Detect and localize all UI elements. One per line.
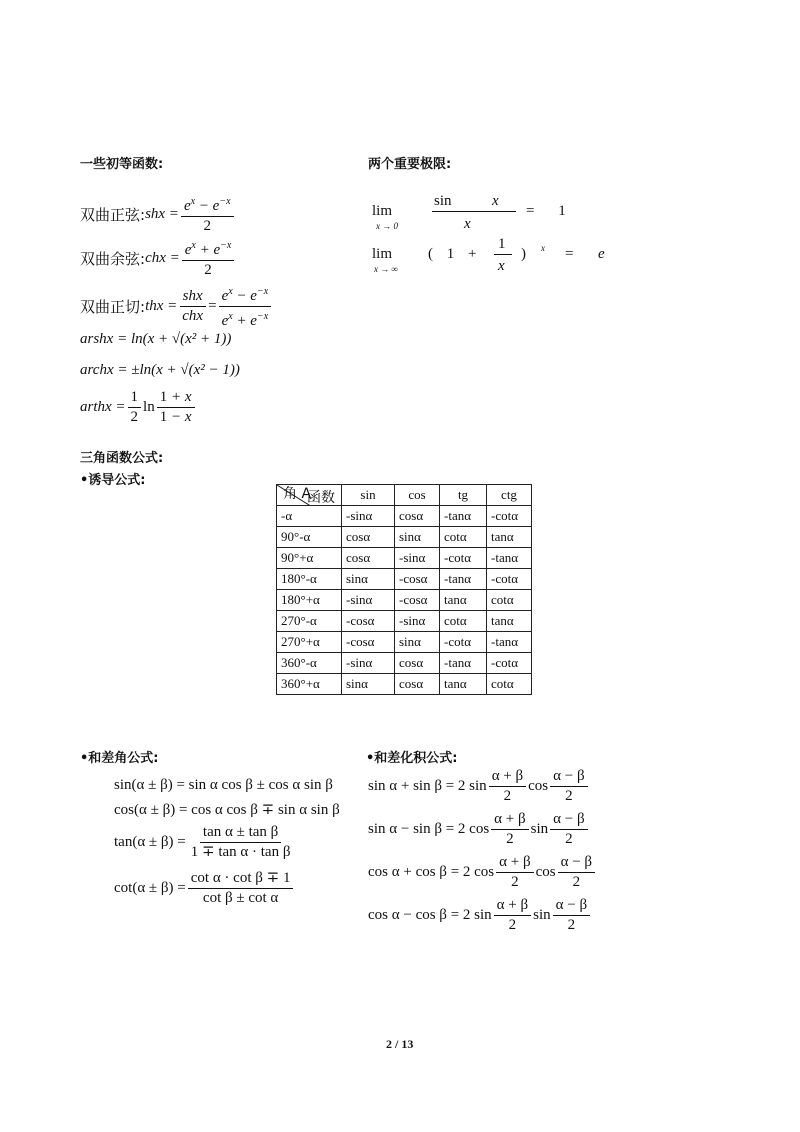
value-cell: -cotα <box>440 548 487 569</box>
value-cell: tanα <box>440 590 487 611</box>
value-cell: -cotα <box>440 632 487 653</box>
page-number: 2 / 13 <box>386 1037 414 1051</box>
stp1-frac-a: $\frac{\alpha + \beta}{2}$ <box>489 768 526 805</box>
ch-lhs: chx = <box>145 249 180 266</box>
stp1-mid: cos <box>528 778 549 794</box>
value-cell: -cosα <box>342 632 395 653</box>
arth-ln: ln <box>143 399 155 415</box>
tan-sum-num: tan α ± tan β <box>200 824 281 843</box>
value-cell: -tanα <box>487 548 532 569</box>
elementary-functions-heading: 一些初等函数: <box>80 157 164 172</box>
value-cell: sinα <box>342 674 395 695</box>
corner-bottom-label: 角 A <box>283 486 312 502</box>
value-cell: tanα <box>487 611 532 632</box>
value-cell: -cotα <box>487 653 532 674</box>
stp4-lhs: cos α − cos β = 2 sin <box>368 907 492 923</box>
ch-label: 双曲余弦: <box>80 249 146 268</box>
cot-sum-den: cot β ± cot α <box>202 890 279 906</box>
sin-sum-formula: sin(α ± β) = sin α cos β ± cos α sin β <box>114 777 333 793</box>
stp4-frac-b: $\frac{\alpha - \beta}{2}$ <box>553 897 590 934</box>
limit-2-sub: x → ∞ <box>374 264 398 274</box>
limit-1-fraction-bar <box>432 211 516 212</box>
induction-table-body <box>277 506 532 695</box>
cot-sum-fraction <box>188 870 294 907</box>
table-row <box>277 632 532 653</box>
table-row <box>277 590 532 611</box>
tan-sum-formula <box>114 824 295 861</box>
arth-lhs: arthx = <box>80 399 126 415</box>
value-cell: tanα <box>440 674 487 695</box>
table-row <box>277 548 532 569</box>
value-cell: tanα <box>487 527 532 548</box>
limit-1-lim: lim <box>372 203 393 219</box>
value-cell: -cotα <box>487 506 532 527</box>
limit-2-den: x <box>498 258 505 274</box>
ch-formula <box>80 237 236 279</box>
corner-cell <box>277 485 342 506</box>
value-cell: cotα <box>487 674 532 695</box>
value-cell: sinα <box>395 527 440 548</box>
table-row <box>277 506 532 527</box>
header-sin: sin <box>342 485 395 506</box>
angle-cell: 270°+α <box>277 632 342 653</box>
stp3-frac-a: $\frac{\alpha + \beta}{2}$ <box>496 854 533 891</box>
cos-sum-formula: cos(α ± β) = cos α cos β ∓ sin α sin β <box>114 802 340 818</box>
value-cell: sinα <box>395 632 440 653</box>
header-tg: tg <box>440 485 487 506</box>
angle-cell: 90°-α <box>277 527 342 548</box>
value-cell: cosα <box>342 548 395 569</box>
value-cell: -sinα <box>395 548 440 569</box>
th-fraction-2: $\frac{e^x - e^{-x}}{e^x + e^{-x}}$ <box>219 283 272 330</box>
table-row <box>277 527 532 548</box>
sum-diff-heading: •和差角公式: <box>80 751 159 766</box>
arth-formula <box>80 389 197 426</box>
stp2-frac-b: $\frac{\alpha - \beta}{2}$ <box>550 811 587 848</box>
value-cell: sinα <box>342 569 395 590</box>
limit-2-num: 1 <box>498 236 506 252</box>
stp1-lhs: sin α + sin β = 2 sin <box>368 778 487 794</box>
value-cell: cosα <box>395 674 440 695</box>
header-cos: cos <box>395 485 440 506</box>
induction-table <box>276 484 532 695</box>
sum-to-product-heading: •和差化积公式: <box>366 751 458 766</box>
value-cell: -tanα <box>440 569 487 590</box>
cot-sum-num: cot α · cot β ∓ 1 <box>188 870 294 889</box>
value-cell: -sinα <box>342 653 395 674</box>
value-cell: cotα <box>440 527 487 548</box>
stp3-frac-b: $\frac{\alpha - \beta}{2}$ <box>558 854 595 891</box>
value-cell: -cosα <box>342 611 395 632</box>
stp4-frac-a: $\frac{\alpha + \beta}{2}$ <box>494 897 531 934</box>
sum-to-product-3 <box>368 854 597 891</box>
stp1-frac-b: $\frac{\alpha - \beta}{2}$ <box>550 768 587 805</box>
arth-fraction: $\frac{1 + x}{1 - x}$ <box>157 389 195 426</box>
angle-cell: -α <box>277 506 342 527</box>
angle-cell: 180°+α <box>277 590 342 611</box>
angle-cell: 360°-α <box>277 653 342 674</box>
angle-cell: 270°-α <box>277 611 342 632</box>
value-cell: cosα <box>342 527 395 548</box>
sh-label: 双曲正弦: <box>80 205 146 224</box>
value-cell: -sinα <box>342 590 395 611</box>
th-label: 双曲正切: <box>80 298 146 316</box>
cot-sum-lhs: cot(α ± β) = <box>114 880 186 896</box>
cot-sum-formula <box>114 870 295 907</box>
limit-2-lim: lim <box>372 246 393 262</box>
value-cell: -tanα <box>440 653 487 674</box>
important-limits-heading: 两个重要极限: <box>368 157 452 172</box>
tan-sum-lhs: tan(α ± β) = <box>114 834 186 850</box>
value-cell: -cotα <box>487 569 532 590</box>
sum-to-product-4 <box>368 897 592 934</box>
value-cell: cotα <box>487 590 532 611</box>
arth-half: $\frac{1}{2}$ <box>128 389 142 426</box>
limit-1-sub: x → 0 <box>376 221 398 231</box>
value-cell: cotα <box>440 611 487 632</box>
limit-1-sin: sin <box>434 193 452 209</box>
arch-formula: archx = ±ln(x + √(x² − 1)) <box>80 362 240 378</box>
table-row <box>277 569 532 590</box>
limit-2-paren: ( 1 + <box>428 246 477 262</box>
table-row <box>277 674 532 695</box>
limit-2-exp: x <box>541 243 545 253</box>
th-lhs: thx = <box>145 298 178 314</box>
corner-top-label: 函数 <box>307 490 335 506</box>
limit-2-fraction-bar <box>494 254 512 255</box>
value-cell: cosα <box>395 653 440 674</box>
header-ctg: ctg <box>487 485 532 506</box>
sh-lhs: shx = <box>145 205 179 222</box>
ch-fraction: $\frac{e^x + e^{-x}}{2}$ <box>182 237 235 279</box>
trig-heading: 三角函数公式: <box>80 451 164 466</box>
stp3-lhs: cos α + cos β = 2 cos <box>368 864 495 880</box>
angle-cell: 180°-α <box>277 569 342 590</box>
value-cell: -tanα <box>487 632 532 653</box>
stp3-mid: cos <box>535 864 556 880</box>
induction-heading: •诱导公式: <box>80 473 146 488</box>
value-cell: -cosα <box>395 569 440 590</box>
table-header-row <box>277 485 532 506</box>
limit-1-den-x: x <box>464 216 471 232</box>
limit-2-close: ) <box>521 246 526 262</box>
induction-table-wrap <box>276 484 532 695</box>
table-row <box>277 611 532 632</box>
limit-1-num-x: x <box>492 193 499 209</box>
value-cell: -tanα <box>440 506 487 527</box>
value-cell: -sinα <box>395 611 440 632</box>
tan-sum-fraction <box>188 824 294 861</box>
tan-sum-den: 1 ∓ tan α · tan β <box>190 844 291 860</box>
value-cell: cosα <box>395 506 440 527</box>
table-row <box>277 653 532 674</box>
limit-2-eq: = <box>565 246 574 262</box>
stp2-lhs: sin α − sin β = 2 cos <box>368 821 490 837</box>
sh-fraction: $\frac{e^x - e^{-x}}{2}$ <box>181 193 234 235</box>
stp4-mid: sin <box>533 907 551 923</box>
arsh-formula: arshx = ln(x + √(x² + 1)) <box>80 331 232 347</box>
angle-cell: 90°+α <box>277 548 342 569</box>
sum-to-product-2 <box>368 811 590 848</box>
stp2-mid: sin <box>530 821 549 837</box>
value-cell: -cosα <box>395 590 440 611</box>
angle-cell: 360°+α <box>277 674 342 695</box>
value-cell: -sinα <box>342 506 395 527</box>
limit-2-e: e <box>598 246 605 262</box>
limit-1-result: = 1 <box>526 203 576 219</box>
th-fraction-1: $\frac{\text{shx}}{\text{chx}}$ <box>179 288 206 325</box>
th-formula: 双曲正切: thx = $\frac{\text{shx}}{\text{chx}}$ = $\frac{e^x - e^{-x}}{e^x + e^{-x}}$ <box>80 283 273 330</box>
sh-formula <box>80 193 236 235</box>
sum-to-product-1 <box>368 768 590 805</box>
stp2-frac-a: $\frac{\alpha + \beta}{2}$ <box>491 811 528 848</box>
